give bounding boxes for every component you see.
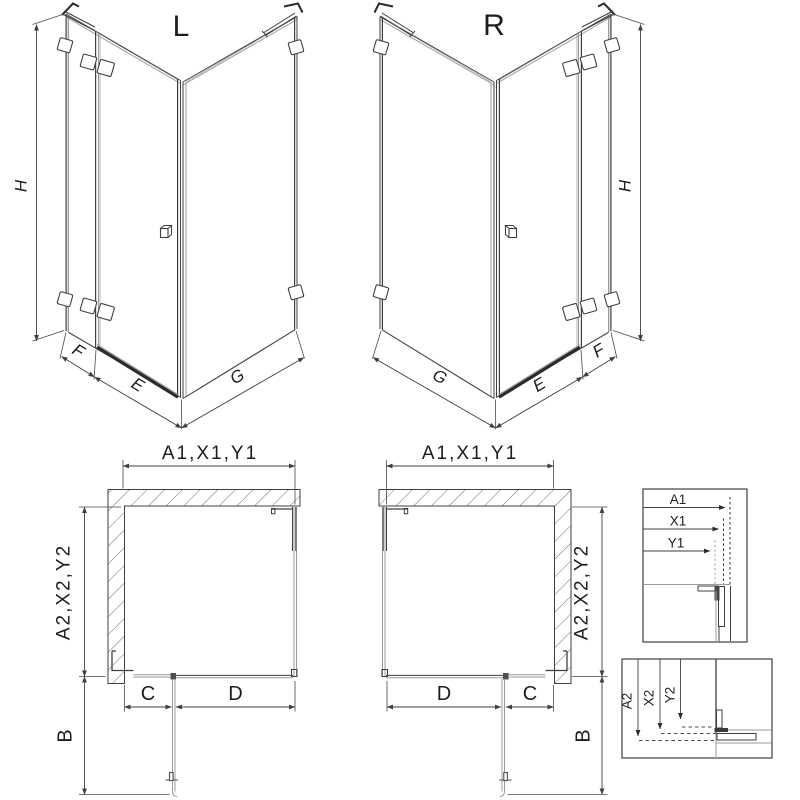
door-hinges-left bbox=[80, 54, 115, 321]
open-door-plan-right bbox=[499, 679, 512, 797]
dim-label-fixed-plan-left: C bbox=[140, 683, 156, 705]
height-dimension-left bbox=[12, 14, 65, 341]
dim-label-width-plan-right: A1,X1,Y1 bbox=[421, 443, 519, 464]
door-handle-left bbox=[161, 226, 172, 238]
fixed-glass-plan-right bbox=[386, 651, 567, 680]
dim-label-height-left: H bbox=[11, 179, 31, 193]
hinge-plan-left bbox=[171, 673, 177, 680]
dim-label-fixed-right: F bbox=[589, 339, 609, 362]
dim-label-door-plan-left: D bbox=[228, 683, 243, 705]
detail-panel-width bbox=[643, 489, 747, 642]
detail-label-y2: Y2 bbox=[662, 686, 678, 704]
plan-view-right bbox=[379, 443, 608, 797]
fixed-glass-plan-left bbox=[112, 651, 293, 680]
view-title-right: R bbox=[483, 9, 505, 42]
dim-label-height-right: H bbox=[615, 179, 635, 193]
detail-label-a1: A1 bbox=[669, 492, 687, 507]
dim-label-width-plan-left: A1,X1,Y1 bbox=[161, 443, 259, 464]
dim-label-side-right: G bbox=[429, 365, 451, 389]
view-title-left: L bbox=[172, 10, 190, 43]
detail-label-x1: X1 bbox=[669, 513, 687, 529]
door-hinges-right bbox=[562, 54, 597, 321]
dim-label-open-door-right: B bbox=[572, 729, 595, 743]
dim-label-depth-plan-left: A2,X2,Y2 bbox=[53, 543, 75, 641]
open-door-plan-left bbox=[166, 679, 179, 797]
wall-hatch-left bbox=[108, 490, 300, 684]
wall-hatch-right bbox=[379, 490, 571, 684]
height-dimension-right bbox=[613, 14, 645, 341]
detail-label-a2: A2 bbox=[619, 692, 635, 710]
iso-view-left bbox=[12, 4, 305, 430]
hinge-plan-right bbox=[503, 673, 509, 680]
dim-label-fixed-left: F bbox=[68, 339, 88, 362]
width-dimensions-left bbox=[60, 331, 305, 429]
iso-view-right bbox=[373, 4, 645, 430]
side-glass-plan-left bbox=[272, 507, 298, 677]
dim-label-side-left: G bbox=[226, 365, 248, 389]
width-dimensions-right bbox=[373, 331, 618, 429]
detail-label-x2: X2 bbox=[641, 689, 657, 707]
dim-label-open-door-left: B bbox=[54, 729, 77, 743]
plan-view-left bbox=[54, 443, 301, 797]
dim-label-depth-plan-right: A2,X2,Y2 bbox=[571, 543, 593, 641]
side-glass-plan-right bbox=[382, 507, 408, 677]
detail-label-y1: Y1 bbox=[667, 535, 685, 551]
dim-label-door-left: E bbox=[128, 373, 148, 396]
bottom-dimensions-plan-right bbox=[387, 681, 554, 712]
depth-dimension-plan-right bbox=[572, 507, 608, 677]
detail-panel-depth bbox=[620, 659, 773, 758]
door-handle-right bbox=[506, 226, 517, 238]
dim-label-door-plan-right: D bbox=[436, 683, 452, 705]
bottom-dimensions-plan-left bbox=[125, 681, 296, 712]
dim-label-door-right: E bbox=[529, 373, 549, 396]
dim-label-fixed-plan-right: C bbox=[522, 683, 538, 705]
